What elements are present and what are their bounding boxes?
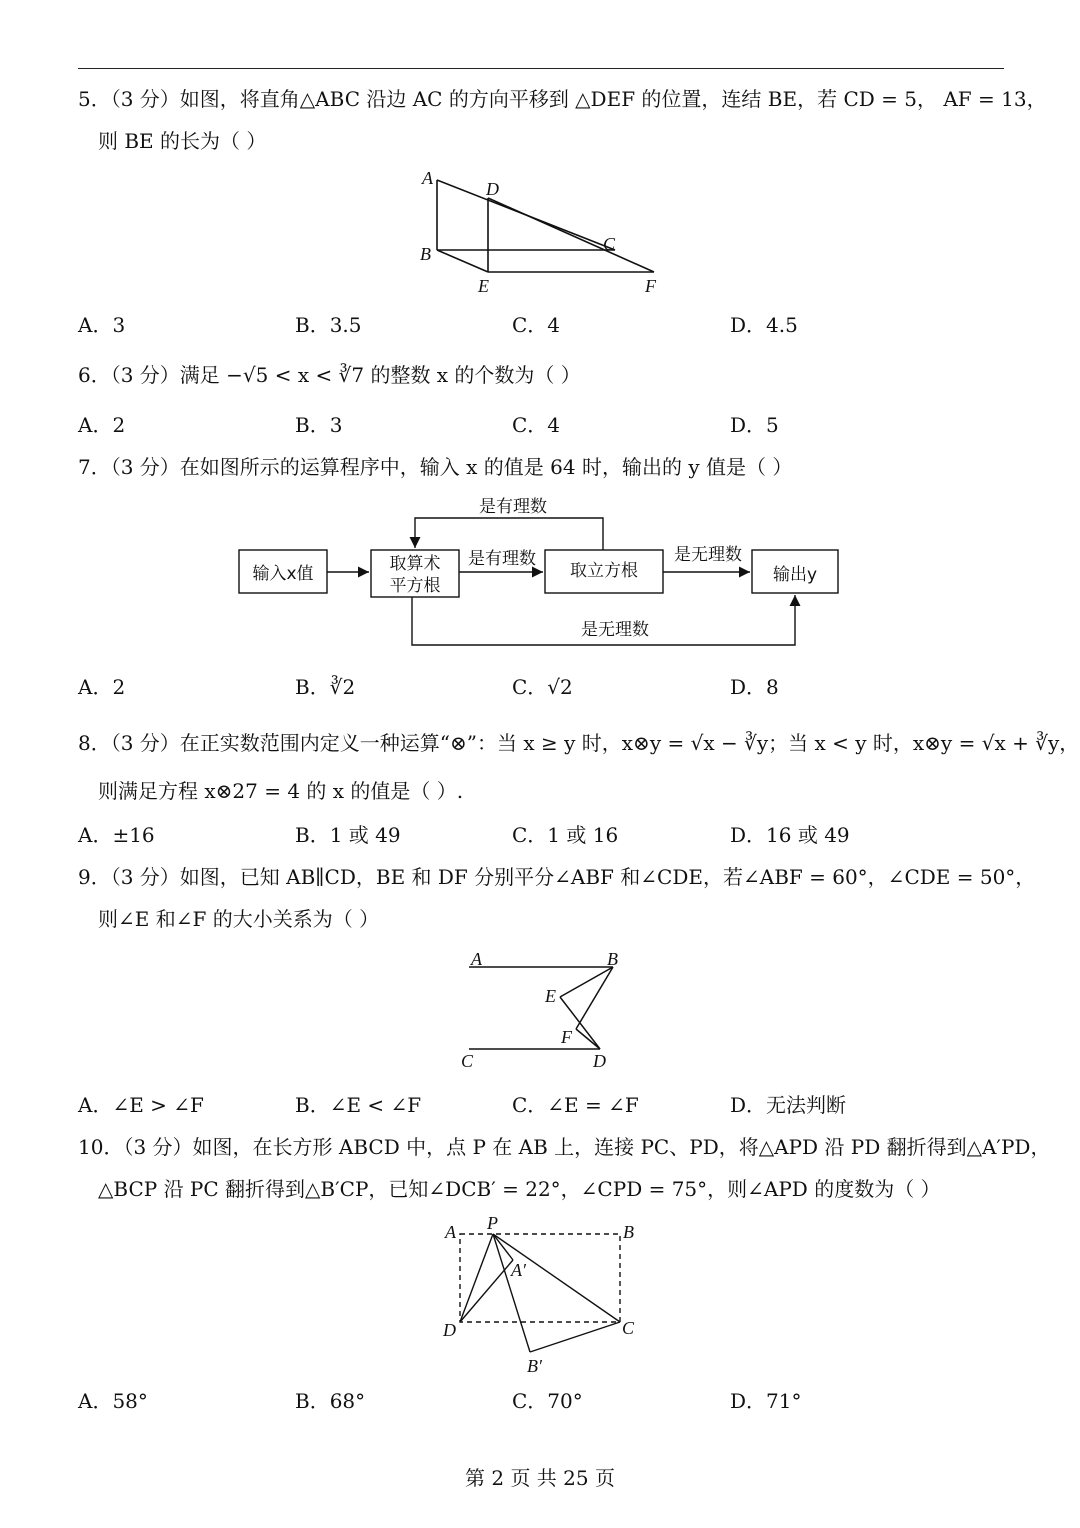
label-b: B xyxy=(623,1222,634,1242)
q5-line-2: 则 BE 的长为（ ） xyxy=(98,129,267,153)
label-f: F xyxy=(645,276,656,296)
q8-option-a: A．±16 xyxy=(78,823,155,847)
label-e: E xyxy=(545,986,556,1006)
q6-line-1: 6．（3 分）满足 −√5 < x < ∛7 的整数 x 的个数为（ ） xyxy=(78,363,581,387)
q9-figure xyxy=(455,945,635,1075)
q5-option-a: A．3 xyxy=(78,313,126,337)
flow-label-irrational-bottom: 是无理数 xyxy=(581,620,649,640)
label-f: F xyxy=(561,1027,572,1047)
q5-option-b: B．3.5 xyxy=(295,313,362,337)
label-c: C xyxy=(461,1051,474,1071)
q9-line-2: 则∠E 和∠F 的大小关系为（ ） xyxy=(98,907,380,931)
flow-label-irrational-right: 是无理数 xyxy=(674,545,742,565)
q7-option-d: D．8 xyxy=(730,675,779,699)
flow-sqrt-box-line2: 平方根 xyxy=(389,576,441,596)
label-d: D xyxy=(443,1320,456,1340)
q7-option-b: B．∛2 xyxy=(295,675,356,699)
flow-label-rational-top: 是有理数 xyxy=(479,497,547,517)
flow-cbrt-box: 取立方根 xyxy=(570,561,638,581)
q7-flowchart xyxy=(230,490,850,655)
label-c: C xyxy=(603,234,616,254)
q10-figure xyxy=(435,1212,650,1382)
q10-option-b: B．68° xyxy=(295,1389,366,1413)
q10-option-d: D．71° xyxy=(730,1389,802,1413)
q8-line-2: 则满足方程 x⊗27 = 4 的 x 的值是（ ）. xyxy=(98,779,464,803)
q9-line-1: 9．（3 分）如图，已知 AB∥CD，BE 和 DF 分别平分∠ABF 和∠CDE，若∠ABF = 60°，∠CDE = 50°， xyxy=(78,865,1036,889)
q5-option-c: C．4 xyxy=(512,313,561,337)
q10-line-1: 10．（3 分）如图，在长方形 ABCD 中，点 P 在 AB 上，连接 PC、PD，将△APD 沿 PD 翻折得到△A′PD， xyxy=(78,1135,1051,1159)
label-b: B xyxy=(420,244,431,264)
flow-label-rational-mid: 是有理数 xyxy=(468,549,536,569)
q7-line-1: 7．（3 分）在如图所示的运算程序中，输入 x 的值是 64 时，输出的 y 值是（ ） xyxy=(78,455,793,479)
q5-option-d: D．4.5 xyxy=(730,313,798,337)
q6-option-c: C．4 xyxy=(512,413,561,437)
flow-input-box: 输入x值 xyxy=(252,564,314,584)
q8-line-1: 8．（3 分）在正实数范围内定义一种运算“⊗”：当 x ≥ y 时，x⊗y = √x − ∛y；当 x < y 时，x⊗y = √x + ∛y， xyxy=(78,731,1080,755)
q7-option-c: C．√2 xyxy=(512,675,573,699)
q6-option-d: D．5 xyxy=(730,413,779,437)
q9-option-a: A．∠E > ∠F xyxy=(78,1093,204,1117)
page-footer: 第 2 页 共 25 页 xyxy=(465,1466,615,1490)
q9-option-c: C．∠E = ∠F xyxy=(512,1093,639,1117)
label-a: A xyxy=(445,1222,456,1242)
label-a-prime: A′ xyxy=(511,1260,526,1280)
flow-sqrt-box-line1: 取算术 xyxy=(389,554,441,574)
flow-output-box: 输出y xyxy=(772,565,818,585)
label-d: D xyxy=(593,1051,606,1071)
q9-option-b: B．∠E < ∠F xyxy=(295,1093,422,1117)
q8-option-c: C．1 或 16 xyxy=(512,823,619,847)
label-b: B xyxy=(607,949,618,969)
label-d: D xyxy=(486,179,499,199)
header-rule xyxy=(78,68,1004,69)
q10-line-2: △BCP 沿 PC 翻折得到△B′CP，已知∠DCB′ = 22°，∠CPD = 75°，则∠APD 的度数为（ ） xyxy=(98,1177,941,1201)
q5-figure xyxy=(400,160,700,300)
q8-option-d: D．16 或 49 xyxy=(730,823,850,847)
q6-option-b: B．3 xyxy=(295,413,343,437)
q6-option-a: A．2 xyxy=(78,413,126,437)
q8-option-b: B．1 或 49 xyxy=(295,823,401,847)
label-c: C xyxy=(622,1318,635,1338)
q7-option-a: A．2 xyxy=(78,675,126,699)
label-a: A xyxy=(422,168,433,188)
label-a: A xyxy=(471,949,482,969)
label-b-prime: B′ xyxy=(527,1356,542,1376)
q10-option-a: A．58° xyxy=(78,1389,148,1413)
label-e: E xyxy=(478,276,489,296)
q9-option-d: D．无法判断 xyxy=(730,1093,847,1117)
label-p: P xyxy=(487,1213,498,1233)
q5-line-1: 5．（3 分）如图，将直角△ABC 沿边 AC 的方向平移到 △DEF 的位置，连结 BE，若 CD = 5， AF = 13， xyxy=(78,87,1047,111)
q10-option-c: C．70° xyxy=(512,1389,583,1413)
